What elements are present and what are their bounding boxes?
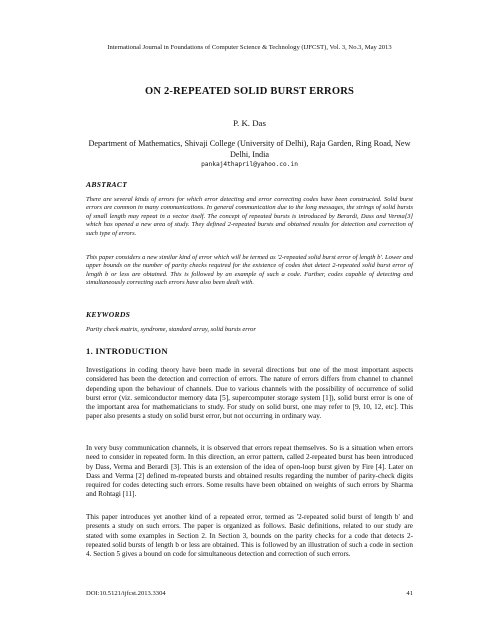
running-header: International Journal in Foundations of Computer Science & Technology (IJFCST), Vol. 3, No.3, May 2013 [107, 44, 392, 51]
introduction-paragraph-2: In very busy communication channels, it is observed that errors repeat themselves. So is a situation when errors need to consider in repeated form. In this direction, an error pattern, called 2-repeated burst has been introduced by Dass, Verma and Berardi [3]. This is an extension of the idea of open-loop burst given by Fire [4]. Later on Dass and Verma [2] defined m-repeated bursts and obtained results regarding the number of parity-check digits required for codes detecting such errors. Some results have been obtained on weights of such errors by Sharma and Rohtagi [11]. [86, 444, 413, 499]
abstract-paragraph-2: This paper considers a new similar kind of error which will be termed as '2-repeated solid burst error of length b'. Lower and upper bounds on the number of parity checks required for the existence of codes that detect 2-repeated solid burst error of length b or less are obtained. This is followed by an example of such a code. Further, codes capable of detecting and simultaneously correcting such errors have also been dealt with. [86, 254, 413, 287]
abstract-heading: ABSTRACT [86, 180, 128, 189]
author-name: P. K. Das [233, 118, 266, 128]
introduction-heading: 1. INTRODUCTION [86, 346, 168, 356]
abstract-paragraph-1: There are several kinds of errors for which error detecting and error correcting codes have been constructed. Solid burst errors are common in many communications. In general communication due to the long messages, the strings of solid bursts of small length may repeat in a vector itself. The concept of repeated bursts is introduced by Berardi, Dass and Verma[3] which has opened a new area of study. They defined 2-repeated bursts and obtained results for detection and correction of such type of errors. [86, 196, 413, 237]
keywords-text: Parity check matrix, syndrome, standard array, solid bursts error [86, 326, 256, 333]
paper-title: ON 2-REPEATED SOLID BURST ERRORS [144, 86, 355, 97]
page-number: 41 [406, 590, 413, 597]
author-email[interactable]: pankaj4thapril@yahoo.co.in [201, 161, 298, 168]
introduction-paragraph-1: Investigations in coding theory have been made in several directions but one of the most important aspects considered has been the detection and correction of errors. The nature of errors differs from channel to channel depending upon the behaviour of channels. Due to various channels with the possibility of occurrence of solid burst error (viz. semiconductor memory data [5], supercomputer storage system [1]), solid burst error is one of the important area for mathematicians to study. For study on solid burst, one may refer to [9, 10, 12, etc]. This paper also presents a study on solid burst error, but not occurring in ordinary way. [86, 366, 413, 421]
keywords-heading: KEYWORDS [86, 310, 131, 319]
author-affiliation: Department of Mathematics, Shivaji College (University of Delhi), Raja Garden, Ring Road, New Delhi, India [88, 139, 411, 159]
introduction-paragraph-3: This paper introduces yet another kind of a repeated error, termed as '2-repeated solid burst of length b' and presents a study on such errors. The paper is organized as follows. Basic definitions, related to our study are stated with some examples in Section 2. In Section 3, bounds on the parity checks for a code that detects 2-repeated solid bursts of length b or less are obtained. This is followed by an illustration of such a code in section 4. Section 5 gives a bound on code for simultaneous detection and correction of such errors. [86, 513, 413, 559]
doi-footer[interactable]: DOI:10.5121/ijfcst.2013.3304 [86, 590, 166, 597]
